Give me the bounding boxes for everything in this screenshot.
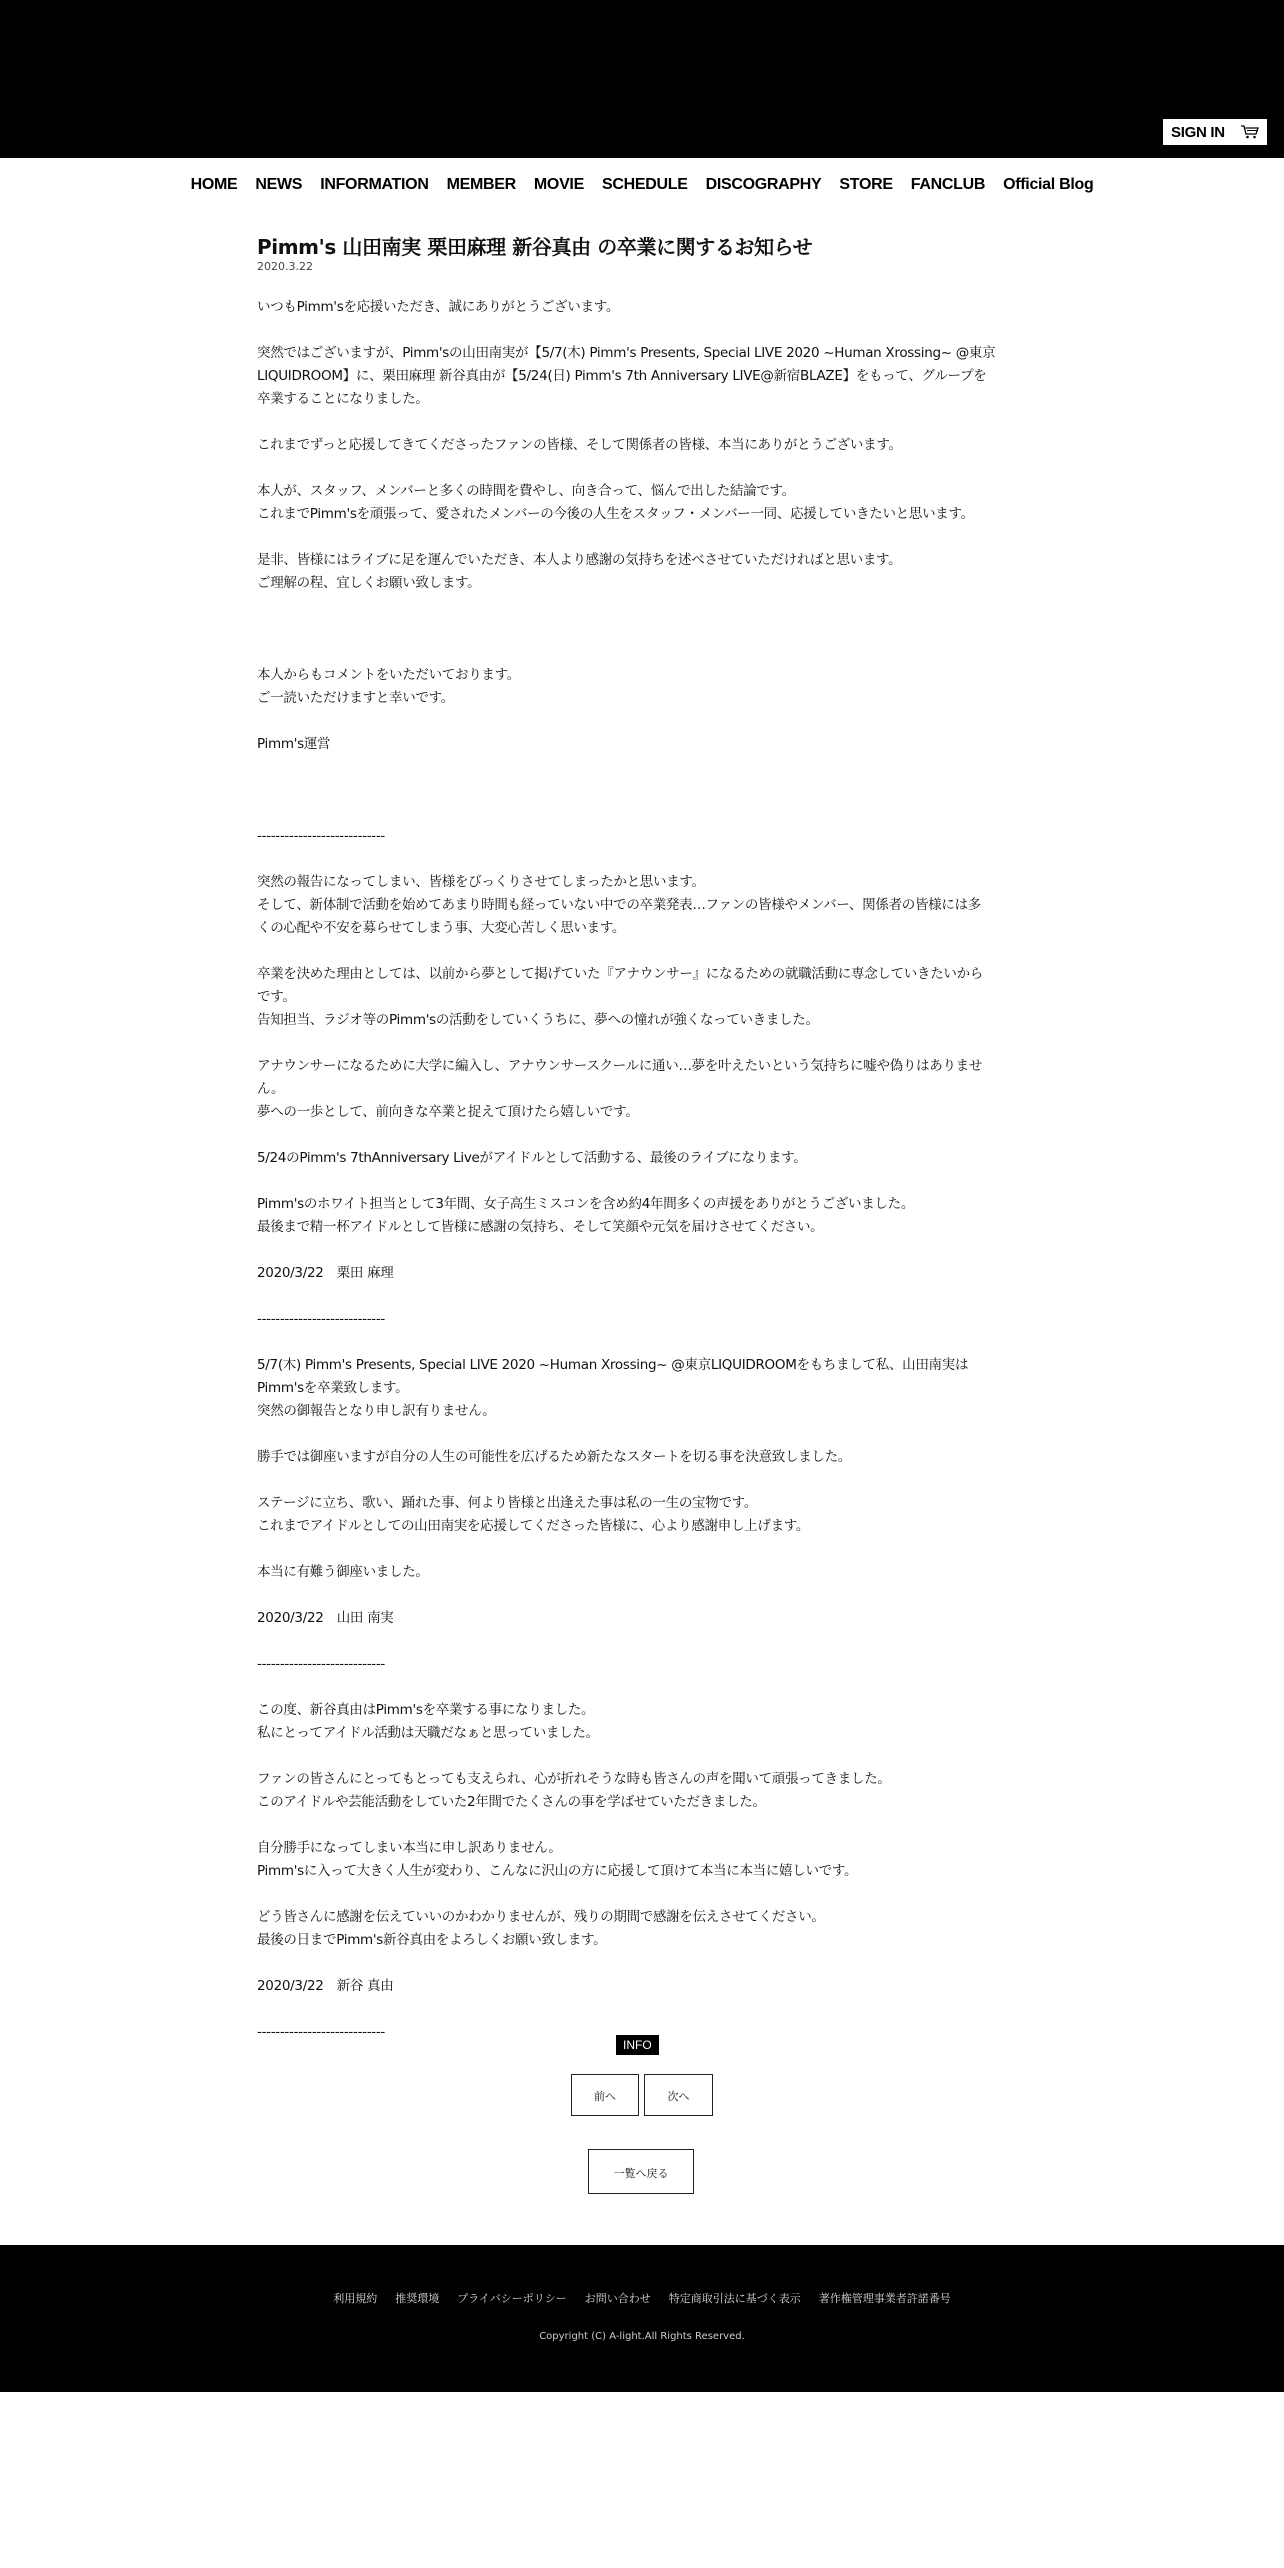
prev-button[interactable]: 前へ	[571, 2074, 639, 2116]
footer-links	[0, 2290, 1284, 2306]
site-header	[0, 0, 1284, 158]
copyright: Copyright (C) A-light.All Rights Reserved.	[539, 2331, 745, 2342]
footer-link-terms[interactable]: 利用規約	[333, 2292, 378, 2305]
nav-information[interactable]: INFORMATION	[320, 176, 429, 193]
article-header	[257, 233, 1027, 273]
footer-link-privacy[interactable]: プライバシーポリシー	[457, 2292, 567, 2305]
footer-link-environment[interactable]: 推奨環境	[395, 2292, 440, 2305]
site-footer	[0, 2245, 1284, 2392]
nav-news[interactable]: NEWS	[255, 176, 303, 193]
nav-official-blog[interactable]: Official Blog	[1003, 176, 1094, 193]
nav-member[interactable]: MEMBER	[446, 176, 516, 193]
cart-icon	[1241, 125, 1259, 139]
nav-discography[interactable]: DISCOGRAPHY	[705, 176, 822, 193]
nav-schedule[interactable]: SCHEDULE	[601, 176, 688, 193]
back-to-list-button[interactable]: 一覧へ戻る	[588, 2149, 694, 2194]
nav-store[interactable]: STORE	[839, 176, 893, 193]
footer-link-copyright-license[interactable]: 著作権管理事業者許諾番号	[818, 2292, 951, 2305]
article-date: 2020.3.22	[257, 260, 313, 273]
sign-in-button[interactable]	[1163, 119, 1267, 145]
next-button[interactable]: 次へ	[644, 2074, 713, 2116]
nav-fanclub[interactable]: FANCLUB	[910, 176, 986, 193]
nav-movie[interactable]: MOVIE	[533, 176, 584, 193]
article-body: いつもPimm'sを応援いただき、誠にありがとうございます。 突然ではございますが、Pimm'sの山田南実が【5/7(木) Pimm's Presents, Special LIVE 2020 ~Human Xrossing~ @東京 LIQUIDROOM】に、栗田麻理 新谷真由が【5/24(日) Pimm's 7th Anniversary LIVE@新宿BLAZE】をもって、グループを 卒業することになりました。 これまでずっと応援してきてくださったファンの皆様、そして関係者の皆様、本当にありがとうございます。 本人が、スタッフ、メンバーと多くの時間を費やし、向き合って、悩んで出した結論です。 これまでPimm'sを頑張って、愛されたメンバーの今後の人生をスタッフ・メンバー一同、応援していきたいと思います。 是非、皆様にはライブに足を運んでいただき、本人より感謝の気持ちを述べさせていただければと思います。 ご理解の程、宜しくお願い致します。 本人からもコメントをいただいております。 ご一読いただけますと幸いです。 Pimm's運営 ---------------------------- 突然の報告になってしまい、皆様をびっくりさせてしまったかと思います。 そして、新体制で活動を始めてあまり時間も経っていない中での卒業発表…ファンの皆様やメンバー、関係者の皆様には多 くの心配や不安を募らせてしまう事、大変心苦しく思います。 卒業を決めた理由としては、以前から夢として掲げていた『アナウンサー』になるための就職活動に専念していきたいから です。 告知担当、ラジオ等のPimm'sの活動をしていくうちに、夢への憧れが強くなっていきました。 アナウンサーになるために大学に編入し、アナウンサースクールに通い…夢を叶えたいという気持ちに嘘や偽りはありませ ん。 夢への一歩として、前向きな卒業と捉えて頂けたら嬉しいです。 5/24のPimm's 7thAnniversary Liveがアイドルとして活動する、最後のライブになります。 Pimm'sのホワイト担当として3年間、女子高生ミスコンを含め約4年間多くの声援をありがとうございました。 最後まで精一杯アイドルとして皆様に感謝の気持ち、そして笑顔や元気を届けさせてください。 2020/3/22 栗田 麻理 ---------------------------- 5/7(木) Pimm's Presents, Special LIVE 2020 ~Human Xrossing~ @東京LIQUIDROOMをもちまして私、山田南実は Pimm'sを卒業致します。 突然の御報告となり申し訳有りません。 勝手では御座いますが自分の人生の可能性を広げるため新たなスタートを切る事を決意致しました。 ステージに立ち、歌い、踊れた事、何より皆様と出逢えた事は私の一生の宝物です。 これまでアイドルとしての山田南実を応援してくださった皆様に、心より感謝申し上げます。 本当に有難う御座いました。 2020/3/22 山田 南実 ---------------------------- この度、新谷真由はPimm'sを卒業する事になりました。 私にとってアイドル活動は天職だなぁと思っていました。 ファンの皆さんにとってもとっても支えられ、心が折れそうな時も皆さんの声を聞いて頑張ってきました。 このアイドルや芸能活動をしていた2年間でたくさんの事を学ばせていただきました。 自分勝手になってしまい本当に申し訳ありません。 Pimm'sに入って大きく人生が変わり、こんなに沢山の方に応援して頂けて本当に本当に嬉しいです。 どう皆さんに感謝を伝えていいのかわかりませんが、残りの期間で感謝を伝えさせてください。 最後の日までPimm's新谷真由をよろしくお願い致します。 2020/3/22 新谷 真由 ----------------------------	[257, 299, 996, 2040]
nav-home[interactable]: HOME	[190, 176, 238, 193]
sign-in-label: SIGN IN	[1171, 123, 1225, 141]
article-title: Pimm's 山田南実 栗田麻理 新谷真由 の卒業に関するお知らせ	[257, 235, 813, 259]
footer-link-commerce-law[interactable]: 特定商取引法に基づく表示	[668, 2292, 801, 2305]
global-nav	[0, 170, 1284, 200]
footer-link-contact[interactable]: お問い合わせ	[584, 2292, 651, 2305]
category-badge[interactable]: INFO	[616, 2035, 659, 2055]
